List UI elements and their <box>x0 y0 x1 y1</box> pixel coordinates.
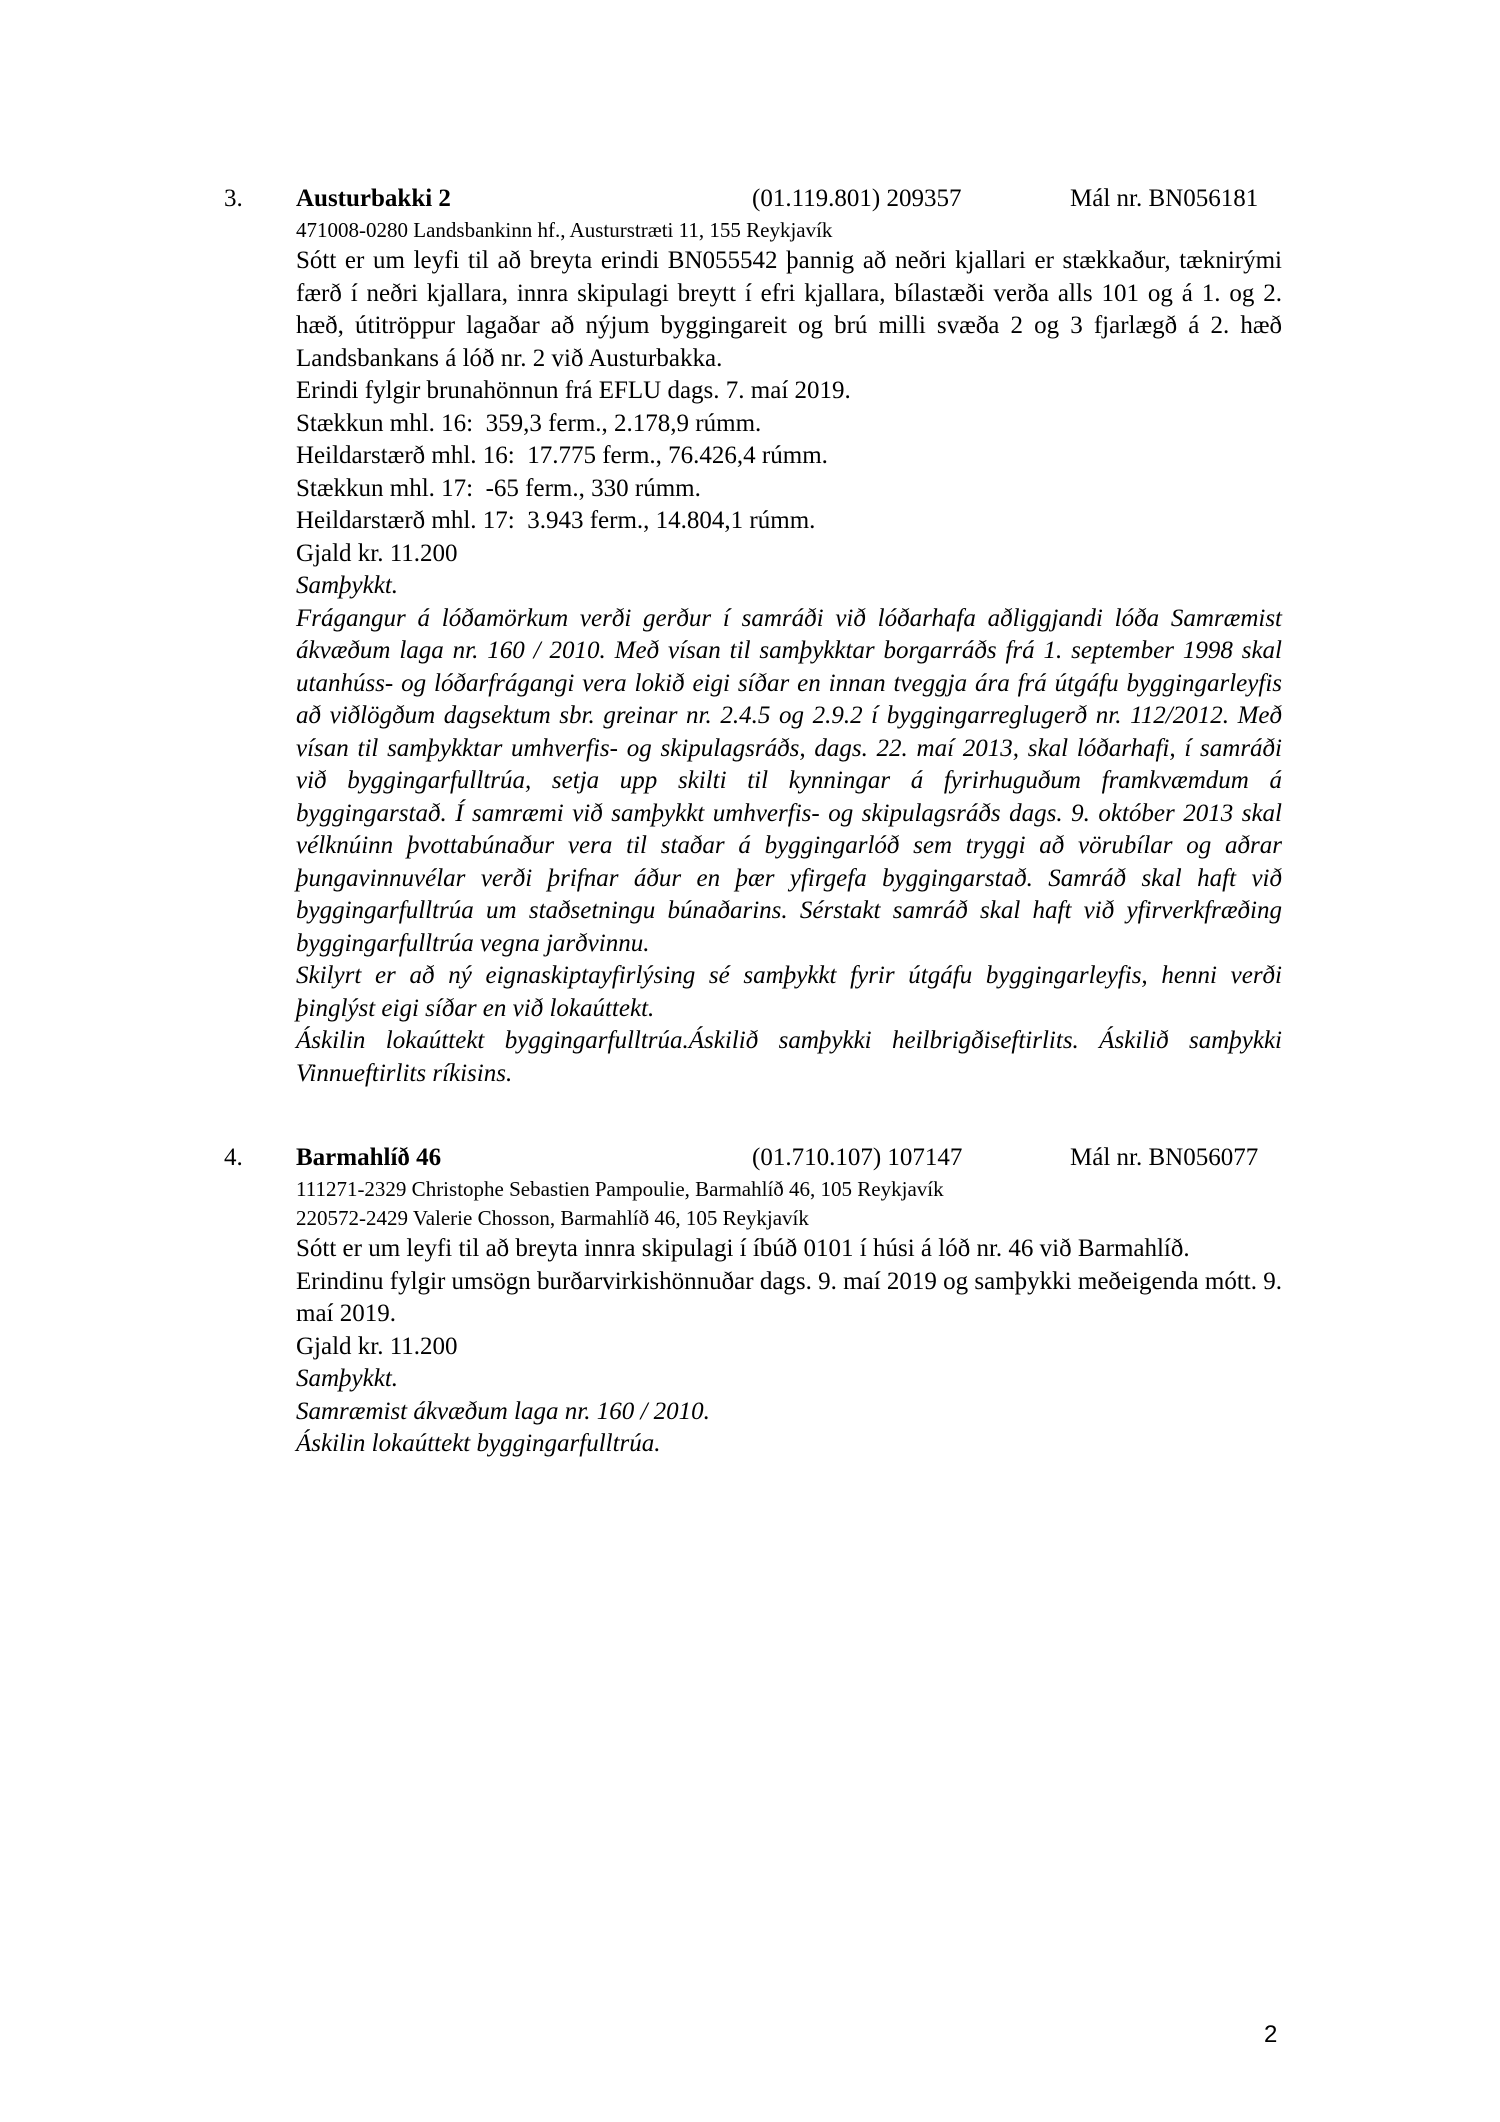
condition-text: Frágangur á lóðamörkum verði gerður í samráði við lóðarhafa aðliggjandi lóða Samræmist ákvæðum laga nr. 160 / 2010. Með vísan til samþykktar borgarráðs frá 1. september 1998 skal utanhúss- og lóðarfrágangi vera lokið eigi síðar en innan tveggja ára frá útgáfu byggingarleyfis að viðlögðum dagsektum sbr. greinar nr. 2.4.5 og 2.9.2 í byggingarreglugerð nr. 112/2012. Með vísan til samþykktar umhverfis- og skipulagsráðs, dags. 22. maí 2013, skal lóðarhafi, í samráði við byggingarfulltrúa, setja upp skilti til kynningar á fyrirhuguðum framkvæmdum á byggingarstað. Í samræmi við samþykkt umhverfis- og skipulagsráðs dags. 9. október 2013 skal vélknúinn þvottabúnaður vera til staðar á byggingarlóð sem tryggi að vörubílar og aðrar þungavinnuvélar verði þrifnar áður en þær yfirgefa byggingarstað. Samráð skal haft við byggingarfulltrúa um staðsetningu búnaðarins. Sérstakt samráð skal haft við yfirverkfræðing byggingarfulltrúa vegna jarðvinnu. <box>296 604 1282 957</box>
fee-line: Gjald kr. 11.200 <box>296 539 458 567</box>
fee-line: Gjald kr. 11.200 <box>296 1332 458 1360</box>
condition-text: Samræmist ákvæðum laga nr. 160 / 2010. <box>296 1397 710 1425</box>
item-header <box>0 1141 1500 1175</box>
decision: Samþykkt. <box>296 572 399 599</box>
detail-line: Stækkun mhl. 16: 359,3 ferm., 2.178,9 rúmm. <box>296 409 762 437</box>
detail-line: Erindi fylgir brunahönnun frá EFLU dags. 7. maí 2019. <box>296 377 851 404</box>
decision: Samþykkt. <box>296 1365 399 1392</box>
item-number: 3. <box>224 185 243 212</box>
item-header <box>0 182 1500 216</box>
item-address: Austurbakki 2 <box>296 185 451 212</box>
item-number: 4. <box>224 1144 243 1171</box>
land-number: (01.119.801) 209357 <box>752 185 962 212</box>
item-body <box>296 216 1282 1090</box>
applicant-line: 220572-2429 Valerie Chosson, Barmahlíð 46, 105 Reykjavík <box>296 1206 809 1230</box>
application-description: Sótt er um leyfi til að breyta innra skipulagi í íbúð 0101 í húsi á lóð nr. 46 við Barmahlíð. <box>296 1235 1190 1262</box>
land-number: (01.710.107) 107147 <box>752 1144 963 1171</box>
condition-text: Skilyrt er að ný eignaskiptayfirlýsing sé samþykkt fyrir útgáfu byggingarleyfis, henni verði þinglýst eigi síðar en við lokaúttekt. <box>296 962 1282 1022</box>
detail-line: Heildarstærð mhl. 16: 17.775 ferm., 76.426,4 rúmm. <box>296 442 828 469</box>
condition-text: Áskilin lokaúttekt byggingarfulltrúa.Áskilið samþykki heilbrigðiseftirlits. Áskilið samþykki Vinnueftirlits ríkisins. <box>296 1027 1282 1087</box>
agenda-item <box>0 182 1500 1090</box>
condition-text: Áskilin lokaúttekt byggingarfulltrúa. <box>296 1430 661 1457</box>
applicant-line: 111271-2329 Christophe Sebastien Pampoulie, Barmahlíð 46, 105 Reykjavík <box>296 1177 944 1201</box>
detail-line: Stækkun mhl. 17: -65 ferm., 330 rúmm. <box>296 474 701 502</box>
case-number: Mál nr. BN056077 <box>1070 1144 1259 1171</box>
item-address: Barmahlíð 46 <box>296 1144 442 1171</box>
page-number: 2 <box>1264 2021 1278 2048</box>
applicant-line: 471008-0280 Landsbankinn hf., Austurstræti 11, 155 Reykjavík <box>296 218 833 242</box>
case-number: Mál nr. BN056181 <box>1070 185 1259 212</box>
detail-line: Heildarstærð mhl. 17: 3.943 ferm., 14.804,1 rúmm. <box>296 507 816 534</box>
application-description: Sótt er um leyfi til að breyta erindi BN055542 þannig að neðri kjallari er stækkaður, tæknirými færð í neðri kjallara, innra skipulagi breytt í efri kjallara, bílastæði verða alls 101 og á 1. og 2. hæð, útitröppur lagaðar að nýjum byggingareit og brú milli svæða 2 og 3 fjarlægð á 2. hæð Landsbankans á lóð nr. 2 við Austurbakka. <box>296 247 1282 372</box>
item-body <box>296 1175 1282 1461</box>
detail-line: Erindinu fylgir umsögn burðarvirkishönnuðar dags. 9. maí 2019 og samþykki meðeigenda mótt. 9. maí 2019. <box>296 1267 1282 1327</box>
agenda-item <box>0 1141 1500 1461</box>
